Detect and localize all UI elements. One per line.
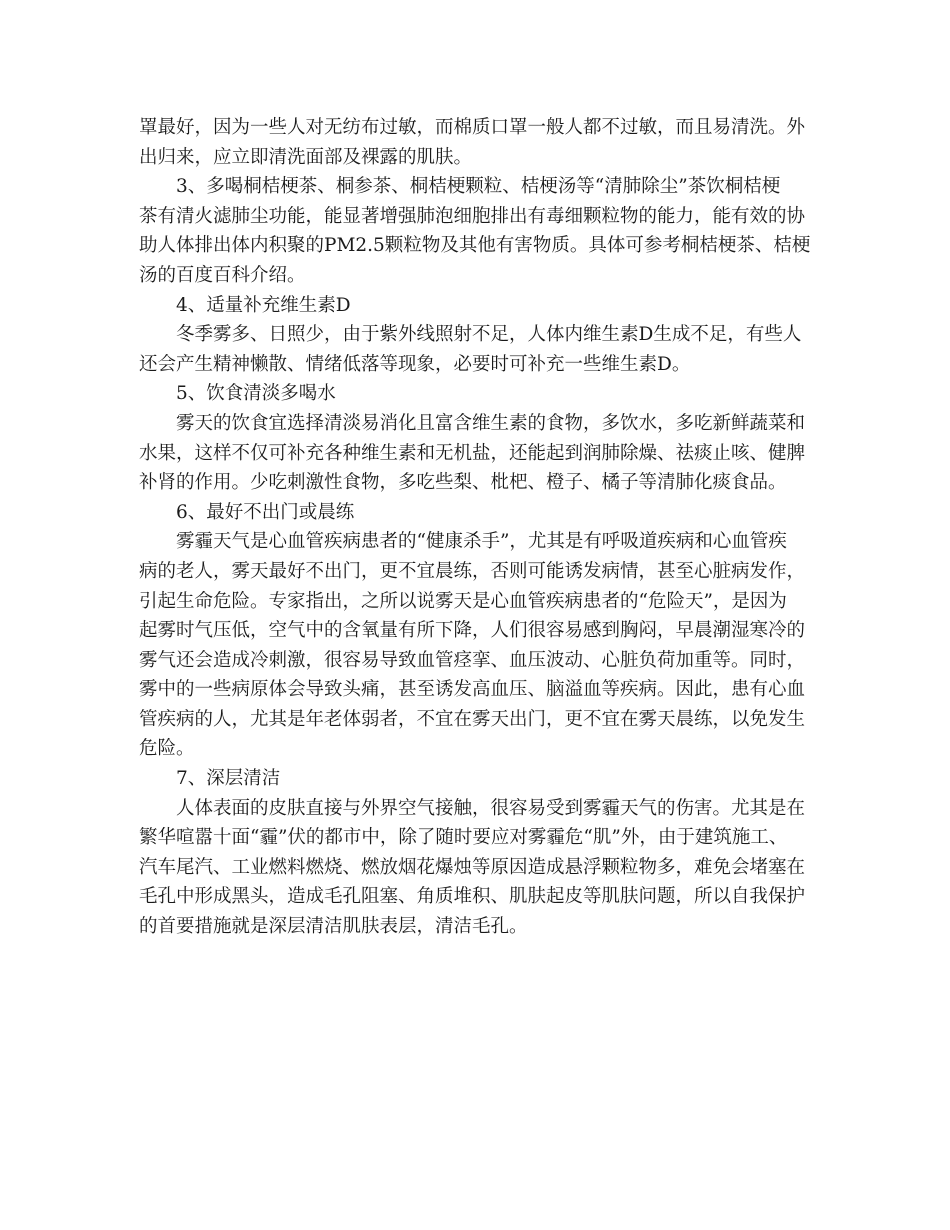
paragraph-line: 汽车尾汽、工业燃料燃烧、燃放烟花爆烛等原因造成悬浮颗粒物多，难免会堵塞在 bbox=[139, 856, 806, 878]
paragraph-line: 管疾病的人，尤其是年老体弱者，不宜在雾天出门，更不宜在雾天晨练，以免发生 bbox=[139, 708, 806, 730]
paragraph-first-line: 雾霾天气是心血管疾病患者的“健康杀手”，尤其是有呼吸道疾病和心血管疾 bbox=[176, 531, 787, 553]
paragraph-line: 汤的百度百科介绍。 bbox=[139, 264, 306, 286]
paragraph-first-line: 5、饮食清淡多喝水 bbox=[176, 383, 336, 405]
paragraph-line: 出归来，应立即清洗面部及裸露的肌肤。 bbox=[139, 146, 473, 168]
paragraph-first-line: 雾天的饮食宜选择清淡易消化且富含维生素的食物，多饮水，多吃新鲜蔬菜和 bbox=[176, 412, 806, 434]
document-body bbox=[139, 113, 819, 942]
paragraph-line: 起雾时气压低，空气中的含氧量有所下降，人们很容易感到胸闷，早晨潮湿寒冷的 bbox=[139, 620, 806, 642]
paragraph-line: 引起生命危险。专家指出，之所以说雾天是心血管疾病患者的“危险天”，是因为 bbox=[139, 590, 787, 612]
paragraph-line: 雾中的一些病原体会导致头痛，甚至诱发高血压、脑溢血等疾病。因此，患有心血 bbox=[139, 679, 806, 701]
paragraph-line: 危险。 bbox=[139, 738, 195, 760]
paragraph-line: 病的老人，雾天最好不出门，更不宜晨练，否则可能诱发病情，甚至心脏病发作， bbox=[139, 560, 806, 582]
paragraph-first-line: 冬季雾多、日照少，由于紫外线照射不足，人体内维生素D生成不足，有些人 bbox=[176, 324, 802, 346]
paragraph-line: 助人体排出体内积聚的PM2.5颗粒物及其他有害物质。具体可参考桐桔梗茶、桔梗 bbox=[139, 235, 811, 257]
paragraph-line: 的首要措施就是深层清洁肌肤表层，清洁毛孔。 bbox=[139, 916, 528, 938]
paragraph-line: 水果，这样不仅可补充各种维生素和无机盐，还能起到润肺除燥、祛痰止咳、健脾 bbox=[139, 442, 806, 464]
paragraph-line: 繁华喧嚣十面“霾”伏的都市中，除了随时要应对雾霾危“肌”外，由于建筑施工、 bbox=[139, 827, 788, 849]
paragraph-line: 毛孔中形成黑头，造成毛孔阻塞、角质堆积、肌肤起皮等肌肤问题，所以自我保护 bbox=[139, 886, 806, 908]
paragraph-first-line: 7、深层清洁 bbox=[176, 768, 281, 790]
paragraph-first-line: 人体表面的皮肤直接与外界空气接触，很容易受到雾霾天气的伤害。尤其是在 bbox=[176, 797, 806, 819]
paragraph-first-line: 4、适量补充维生素D bbox=[176, 294, 351, 316]
paragraph-line: 茶有清火滤肺尘功能，能显著增强肺泡细胞排出有毒细颗粒物的能力，能有效的协 bbox=[139, 205, 806, 227]
paragraph-line: 还会产生精神懒散、情绪低落等现象，必要时可补充一些维生素D。 bbox=[139, 353, 691, 375]
paragraph-first-line: 6、最好不出门或晨练 bbox=[176, 501, 355, 523]
paragraph-line: 雾气还会造成冷刺激，很容易导致血管痉挛、血压波动、心脏负荷加重等。同时， bbox=[139, 649, 806, 671]
paragraph-line: 补肾的作用。少吃刺激性食物，多吃些梨、枇杷、橙子、橘子等清肺化痰食品。 bbox=[139, 472, 787, 494]
paragraph-first-line: 3、多喝桐桔梗茶、桐参茶、桐桔梗颗粒、桔梗汤等“清肺除尘”茶饮桐桔梗 bbox=[176, 176, 781, 198]
paragraph-line: 罩最好，因为一些人对无纺布过敏，而棉质口罩一般人都不过敏，而且易清洗。外 bbox=[139, 117, 806, 138]
